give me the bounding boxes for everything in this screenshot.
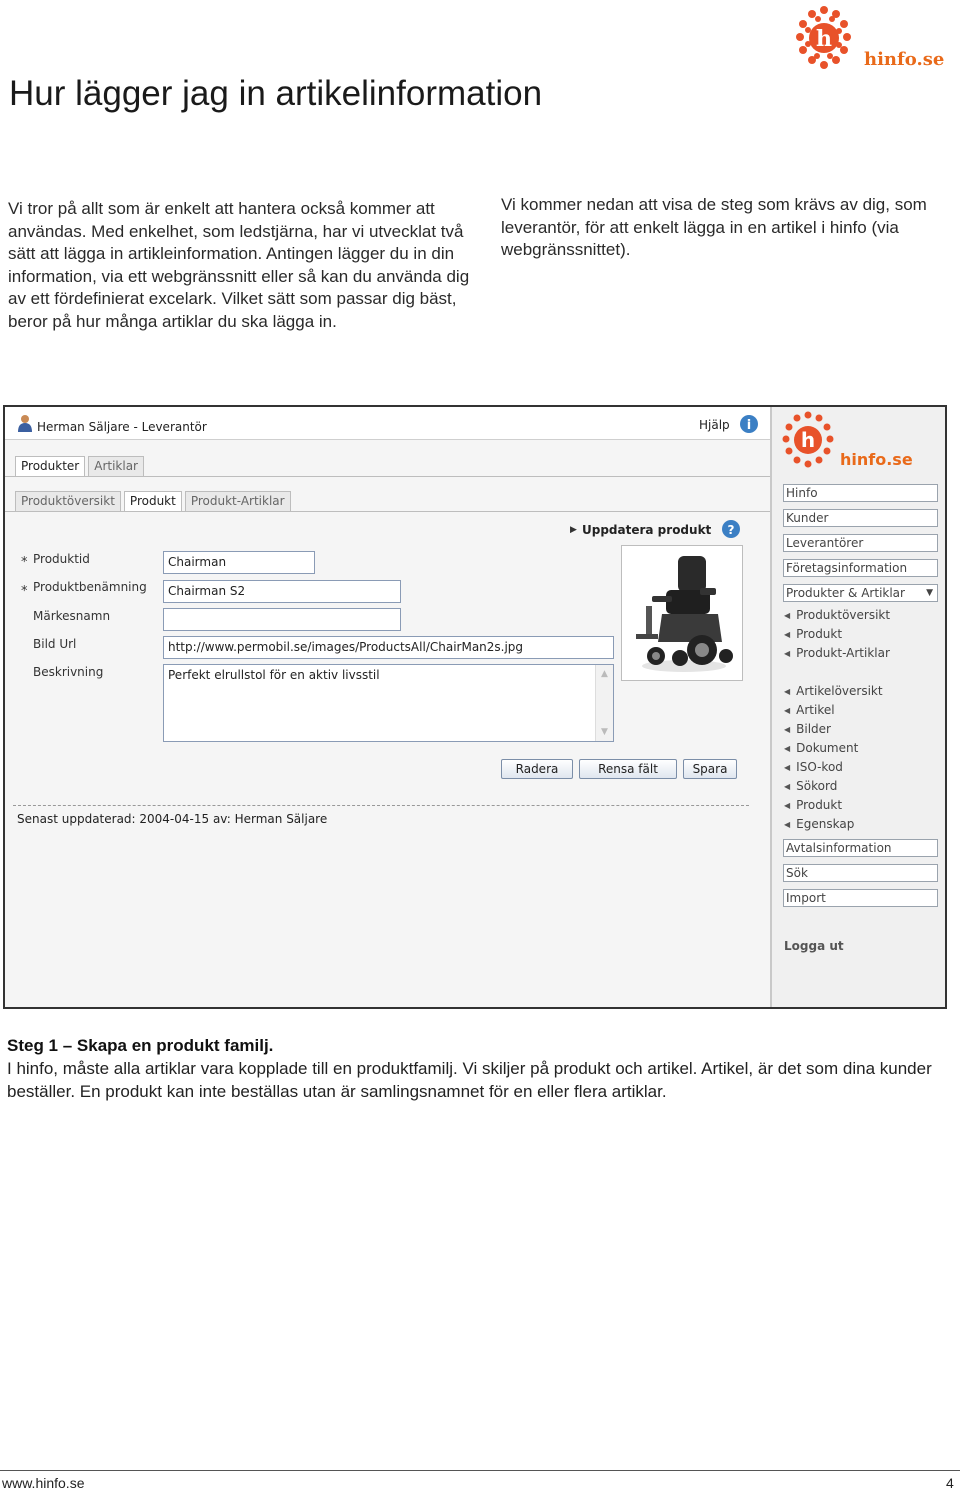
markesnamn-input[interactable]: [163, 608, 401, 631]
tab-produkt-artiklar[interactable]: Produkt-Artiklar: [185, 491, 291, 511]
step-body: I hinfo, måste alla artiklar vara kopplade till en produktfamilj. Vi skiljer på produkt och artikel. Artikel, är det som dina kunder beställer. En produkt kan inte beställas utan är samlingsnamnet för en eller flera artiklar.: [7, 1059, 932, 1101]
nav-sub-iso-kod[interactable]: [784, 760, 843, 774]
nav-sub-label: Dokument: [796, 741, 859, 755]
triangle-left-icon: ◀: [784, 706, 791, 715]
triangle-left-icon: ◀: [784, 630, 791, 639]
save-button[interactable]: Spara: [683, 759, 737, 779]
logo-letter: h: [800, 428, 816, 452]
footer-divider: [0, 1470, 960, 1471]
required-marker: *: [21, 584, 28, 599]
caret-right-icon: ▶: [570, 525, 577, 535]
nav-sub-label: Artikelöversikt: [796, 684, 883, 698]
triangle-left-icon: ◀: [784, 763, 791, 772]
dashed-divider: [13, 805, 749, 806]
hinfo-logo: [792, 4, 960, 74]
nav-kunder[interactable]: Kunder: [783, 509, 938, 527]
nav-sub-produktoversikt[interactable]: [784, 608, 890, 622]
label-markesnamn: Märkesnamn: [33, 609, 111, 623]
nav-produkter-artiklar-dropdown[interactable]: [783, 584, 938, 602]
logout-link[interactable]: Logga ut: [784, 939, 844, 953]
nav-foretagsinformation[interactable]: Företagsinformation: [783, 559, 938, 577]
beskrivning-value: Perfekt elrullstol för en aktiv livsstil: [168, 668, 380, 682]
triangle-left-icon: ◀: [784, 611, 791, 620]
nav-sub-label: Bilder: [796, 722, 831, 736]
scroll-up-icon[interactable]: ▲: [601, 669, 608, 679]
label-produktid: Produktid: [33, 552, 90, 566]
produktid-input[interactable]: Chairman: [163, 551, 315, 574]
nav-sub-artikeloversikt[interactable]: [784, 684, 883, 698]
tab-divider: [5, 476, 770, 477]
logo-text: hinfo.se: [840, 450, 913, 469]
bild-url-input[interactable]: http://www.permobil.se/images/ProductsAll/ChairMan2s.jpg: [163, 636, 614, 659]
nav-sub-label: Sökord: [796, 779, 838, 793]
main-tabs: [15, 456, 144, 476]
chevron-down-icon: ▼: [926, 588, 933, 598]
tab-produktoversikt[interactable]: Produktöversikt: [15, 491, 121, 511]
svg-text:i: i: [746, 418, 752, 433]
nav-sub-egenskap[interactable]: [784, 817, 854, 831]
triangle-left-icon: ◀: [784, 820, 791, 829]
nav-sub-label: Produkt-Artiklar: [796, 646, 890, 660]
nav-sub-label: Produktöversikt: [796, 608, 891, 622]
product-photo: [621, 545, 743, 681]
label-bild-url: Bild Url: [33, 637, 77, 651]
triangle-left-icon: ◀: [784, 725, 791, 734]
info-icon[interactable]: [739, 414, 759, 434]
user-icon: [17, 414, 33, 432]
svg-text:?: ?: [727, 523, 735, 537]
nav-sub-bilder[interactable]: [784, 722, 831, 736]
update-product-link[interactable]: Uppdatera produkt: [582, 523, 712, 537]
help-link[interactable]: Hjälp: [699, 418, 730, 432]
nav-sub-produkt[interactable]: [784, 627, 842, 641]
nav-sub-produkt-artiklar[interactable]: [784, 646, 890, 660]
scroll-down-icon[interactable]: ▼: [601, 727, 608, 737]
nav-sub-label: Produkt: [796, 798, 843, 812]
nav-sub-produkt-2[interactable]: [784, 798, 842, 812]
intro-left: Vi tror på allt som är enkelt att hantera också kommer att användas. Med enkelhet, som ledstjärna, har vi utvecklat två sätt att lägga in artikleinformation. Antingen lägger du in din information, via ett webgränssnitt eller så kan du använda dig av ett fördefinierat excelark. Vilket sätt som passar dig bäst, beror på hur många artiklar du ska lägga in.: [8, 199, 470, 331]
nav-sub-dokument[interactable]: [784, 741, 858, 755]
logo-letter: h: [816, 26, 832, 52]
nav-hinfo[interactable]: Hinfo: [783, 484, 938, 502]
nav-sub-label: Produkt: [796, 627, 843, 641]
page-title: Hur lägger jag in artikelinformation: [9, 74, 543, 113]
intro-right: Vi kommer nedan att visa de steg som krävs av dig, som leverantör, för att enkelt lägga in en artikel i hinfo (via webgränssnittet).: [501, 195, 927, 260]
label-produktbenamning: Produktbenämning: [33, 580, 147, 594]
triangle-left-icon: ◀: [784, 801, 791, 810]
hinfo-logo: [778, 409, 934, 473]
user-name: Herman Säljare - Leverantör: [37, 420, 207, 434]
triangle-left-icon: ◀: [784, 687, 791, 696]
label-beskrivning: Beskrivning: [33, 665, 104, 679]
help-icon[interactable]: [721, 519, 741, 539]
nav-sub-artikel[interactable]: [784, 703, 835, 717]
nav-sok[interactable]: Sök: [783, 864, 938, 882]
app-main-area: [5, 407, 770, 1007]
nav-leverantorer[interactable]: Leverantörer: [783, 534, 938, 552]
subtab-divider: [5, 511, 770, 512]
logo-text: hinfo.se: [864, 49, 945, 70]
delete-button[interactable]: Radera: [501, 759, 573, 779]
last-updated: Senast uppdaterad: 2004-04-15 av: Herman Säljare: [17, 812, 328, 826]
nav-sub-label: Artikel: [796, 703, 835, 717]
clear-fields-button[interactable]: Rensa fält: [579, 759, 677, 779]
tab-produkt[interactable]: Produkt: [124, 491, 182, 511]
nav-sub-sokord[interactable]: [784, 779, 837, 793]
tab-artiklar[interactable]: Artiklar: [88, 456, 144, 476]
produktbenamning-input[interactable]: Chairman S2: [163, 580, 401, 603]
nav-sub-label: ISO-kod: [796, 760, 843, 774]
footer-url[interactable]: www.hinfo.se: [2, 1475, 85, 1491]
page-number: 4: [946, 1475, 954, 1491]
triangle-left-icon: ◀: [784, 744, 791, 753]
textarea-scrollbar[interactable]: [595, 665, 613, 741]
user-bar: [5, 407, 770, 440]
dropdown-label: Produkter & Artiklar: [786, 586, 905, 600]
app-screenshot: [3, 405, 947, 1009]
beskrivning-textarea[interactable]: [163, 664, 614, 742]
sub-tabs: [15, 491, 291, 511]
nav-sub-label: Egenskap: [796, 817, 855, 831]
triangle-left-icon: ◀: [784, 782, 791, 791]
step-title: Steg 1 – Skapa en produkt familj.: [7, 1036, 274, 1055]
triangle-left-icon: ◀: [784, 649, 791, 658]
nav-import[interactable]: Import: [783, 889, 938, 907]
nav-avtalsinformation[interactable]: Avtalsinformation: [783, 839, 938, 857]
tab-produkter[interactable]: Produkter: [15, 456, 85, 476]
required-marker: *: [21, 555, 28, 570]
app-sidebar: [770, 407, 945, 1007]
